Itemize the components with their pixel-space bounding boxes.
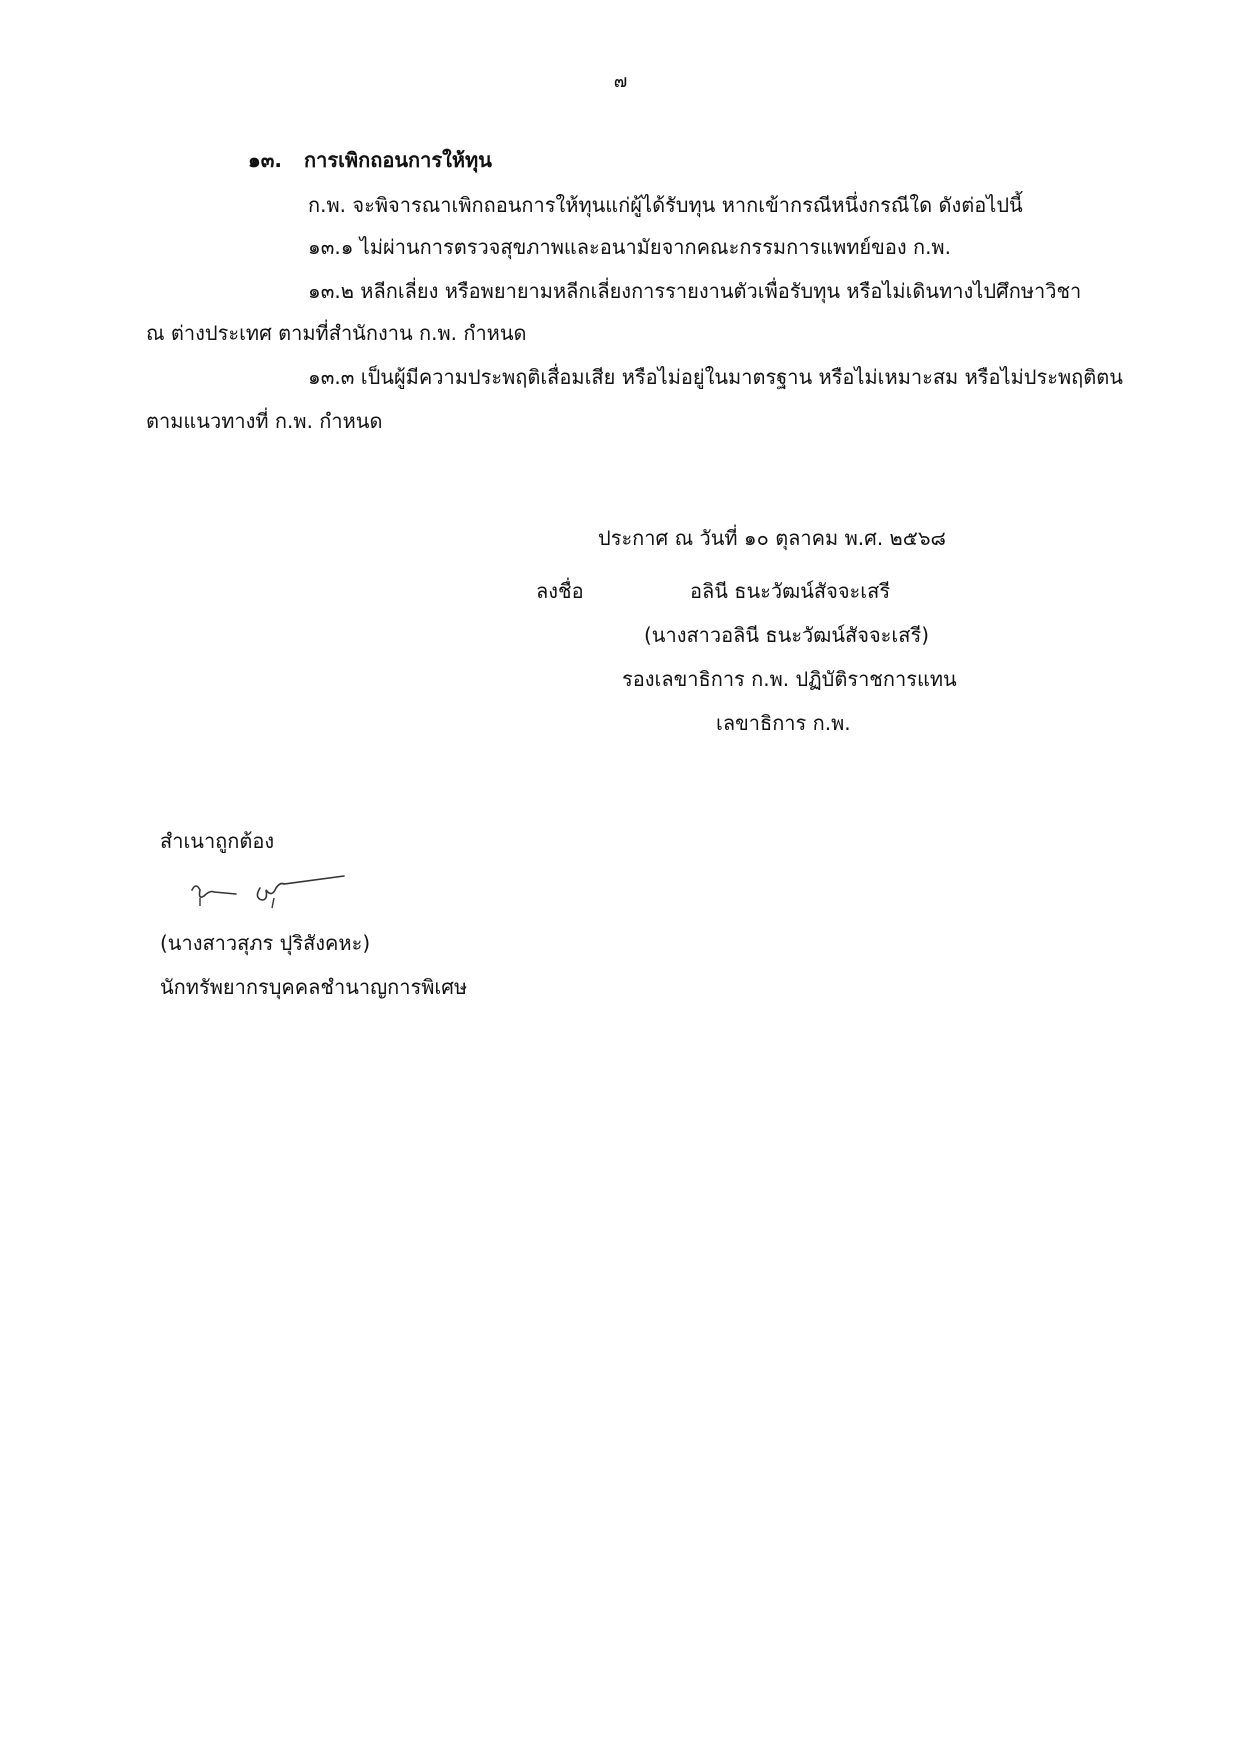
section-heading (248, 145, 492, 175)
item-13-2: ๑๓.๒ หลีกเลี่ยง หรือพยายามหลีกเลี่ยงการรายงานตัวเพื่อรับทุน หรือไม่เดินทางไปศึกษาวิชา (308, 279, 1082, 303)
signer-position-line2: เลขาธิการ ก.พ. (716, 711, 851, 735)
announcement-date: ประกาศ ณ วันที่ ๑๐ ตุลาคม พ.ศ. ๒๕๖๘ (598, 526, 946, 550)
certified-copy-label: สำเนาถูกต้อง (160, 829, 275, 853)
section-title: การเพิกถอนการให้ทุน (304, 148, 492, 172)
signer-full-name: (นางสาวอลินี ธนะวัฒน์สัจจะเสรี) (644, 623, 929, 647)
item-13-2-continuation: ณ ต่างประเทศ ตามที่สำนักงาน ก.พ. กำหนด (146, 321, 527, 345)
item-13-1: ๑๓.๑ ไม่ผ่านการตรวจสุขภาพและอนามัยจากคณะกรรมการแพทย์ของ ก.พ. (308, 235, 951, 259)
certifier-name: (นางสาวสุภร ปุริสังคหะ) (160, 931, 371, 955)
signer-position-line1: รองเลขาธิการ ก.พ. ปฏิบัติราชการแทน (622, 667, 957, 691)
handwritten-signature-icon (180, 868, 350, 914)
item-13-3: ๑๓.๓ เป็นผู้มีความประพฤติเสื่อมเสีย หรือไม่อยู่ในมาตรฐาน หรือไม่เหมาะสม หรือไม่ประพฤติตน (308, 365, 1123, 389)
section-intro: ก.พ. จะพิจารณาเพิกถอนการให้ทุนแก่ผู้ได้รับทุน หากเข้ากรณีหนึ่งกรณีใด ดังต่อไปนี้ (308, 193, 1023, 217)
item-13-3-continuation: ตามแนวทางที่ ก.พ. กำหนด (146, 409, 383, 433)
signer-signature-name: อลินี ธนะวัฒน์สัจจะเสรี (690, 579, 891, 603)
sign-label: ลงชื่อ (536, 579, 584, 603)
page-number: ๗ (613, 71, 628, 92)
section-number: ๑๓. (248, 148, 282, 172)
certifier-position: นักทรัพยากรบุคคลชำนาญการพิเศษ (160, 975, 468, 999)
